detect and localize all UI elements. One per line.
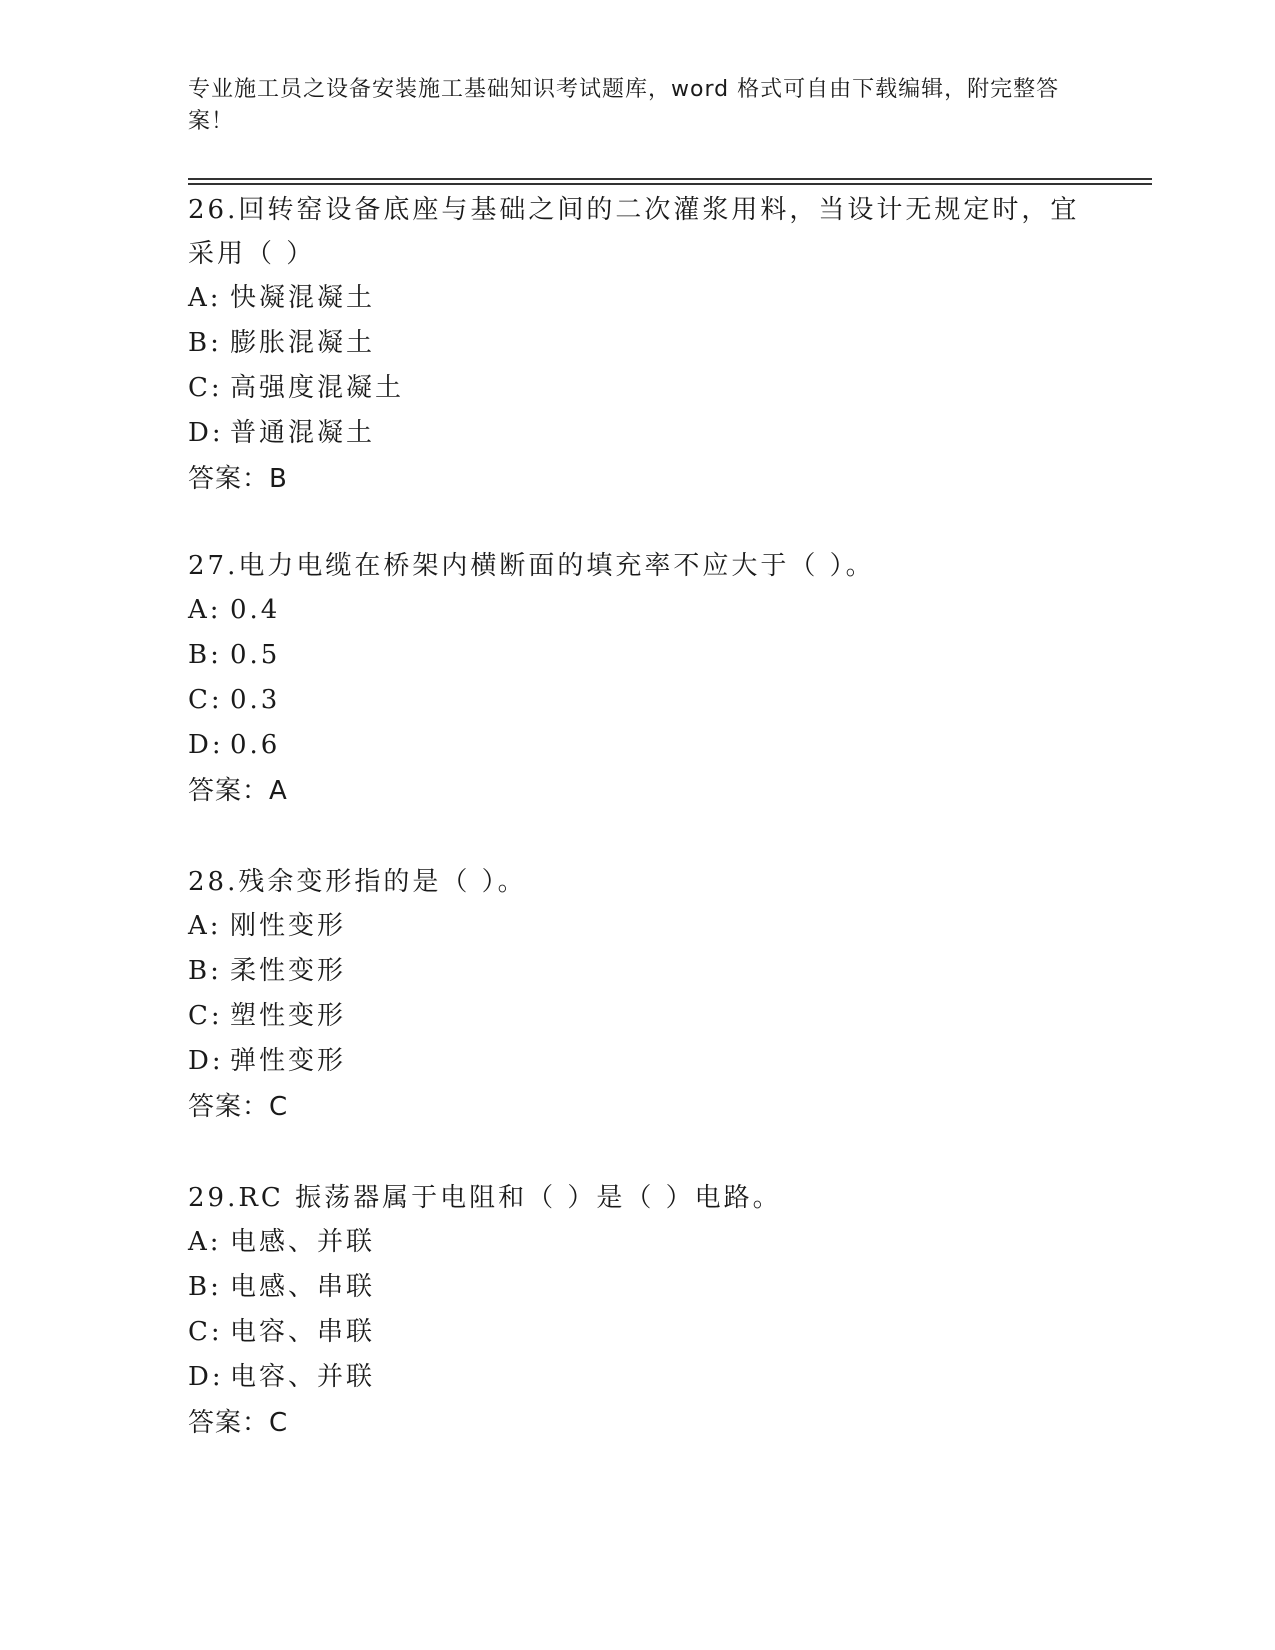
option-b <box>188 1265 1088 1310</box>
option-key: D: <box>188 730 224 760</box>
option-d <box>188 723 1088 768</box>
option-text: 弹性变形 <box>230 1046 347 1076</box>
question-29 <box>188 1176 1088 1446</box>
option-key: B: <box>188 1272 222 1302</box>
option-key: C: <box>188 685 223 715</box>
option-c <box>188 678 1088 723</box>
option-b <box>188 321 1088 366</box>
question-stem: 28.残余变形指的是（ ）。 <box>188 867 527 897</box>
header-divider-bottom <box>188 183 1152 185</box>
question-stem: 26.回转窑设备底座与基础之间的二次灌浆用料，当设计无规定时，宜采用（ ） <box>188 195 1080 269</box>
option-b <box>188 949 1088 994</box>
question-27 <box>188 544 1088 814</box>
question-stem: 29.RC 振荡器属于电阻和（ ）是（ ）电路。 <box>188 1183 782 1213</box>
option-a <box>188 588 1088 633</box>
option-key: D: <box>188 1362 224 1392</box>
option-key: A: <box>188 595 222 625</box>
option-key: C: <box>188 373 223 403</box>
option-d <box>188 1039 1088 1084</box>
option-key: A: <box>188 1227 222 1257</box>
option-text: 柔性变形 <box>230 956 347 986</box>
answer-line: 答案：B <box>188 464 288 494</box>
option-key: D: <box>188 1046 224 1076</box>
option-text: 高强度混凝土 <box>230 373 405 403</box>
option-text: 电感、并联 <box>230 1227 376 1257</box>
question-26 <box>188 188 1088 502</box>
document-intro: 专业施工员之设备安装施工基础知识考试题库，word 格式可自由下载编辑，附完整答案！ <box>188 77 1060 134</box>
option-text: 电容、串联 <box>230 1317 376 1347</box>
question-28 <box>188 860 1088 1130</box>
option-text: 普通混凝土 <box>230 418 376 448</box>
option-b <box>188 633 1088 678</box>
option-key: A: <box>188 911 222 941</box>
option-text: 0.4 <box>230 595 281 625</box>
option-key: C: <box>188 1001 223 1031</box>
header-divider-top <box>188 178 1152 180</box>
answer-line: 答案：A <box>188 776 288 806</box>
option-text: 电感、串联 <box>230 1272 376 1302</box>
option-text: 电容、并联 <box>230 1362 376 1392</box>
question-stem: 27.电力电缆在桥架内横断面的填充率不应大于（ ）。 <box>188 551 875 581</box>
option-text: 0.3 <box>230 685 281 715</box>
option-a <box>188 904 1088 949</box>
option-text: 刚性变形 <box>230 911 347 941</box>
option-c <box>188 994 1088 1039</box>
answer-line: 答案：C <box>188 1092 289 1122</box>
option-text: 膨胀混凝土 <box>230 328 376 358</box>
option-text: 0.6 <box>230 730 281 760</box>
option-key: B: <box>188 956 222 986</box>
option-text: 塑性变形 <box>230 1001 347 1031</box>
answer-line: 答案：C <box>188 1408 289 1438</box>
option-a <box>188 276 1088 321</box>
option-d <box>188 411 1088 456</box>
option-key: B: <box>188 640 222 670</box>
option-text: 0.5 <box>230 640 281 670</box>
option-c <box>188 1310 1088 1355</box>
option-key: C: <box>188 1317 223 1347</box>
option-key: A: <box>188 283 222 313</box>
option-a <box>188 1220 1088 1265</box>
option-text: 快凝混凝土 <box>230 283 376 313</box>
option-d <box>188 1355 1088 1400</box>
option-key: B: <box>188 328 222 358</box>
option-c <box>188 366 1088 411</box>
option-key: D: <box>188 418 224 448</box>
